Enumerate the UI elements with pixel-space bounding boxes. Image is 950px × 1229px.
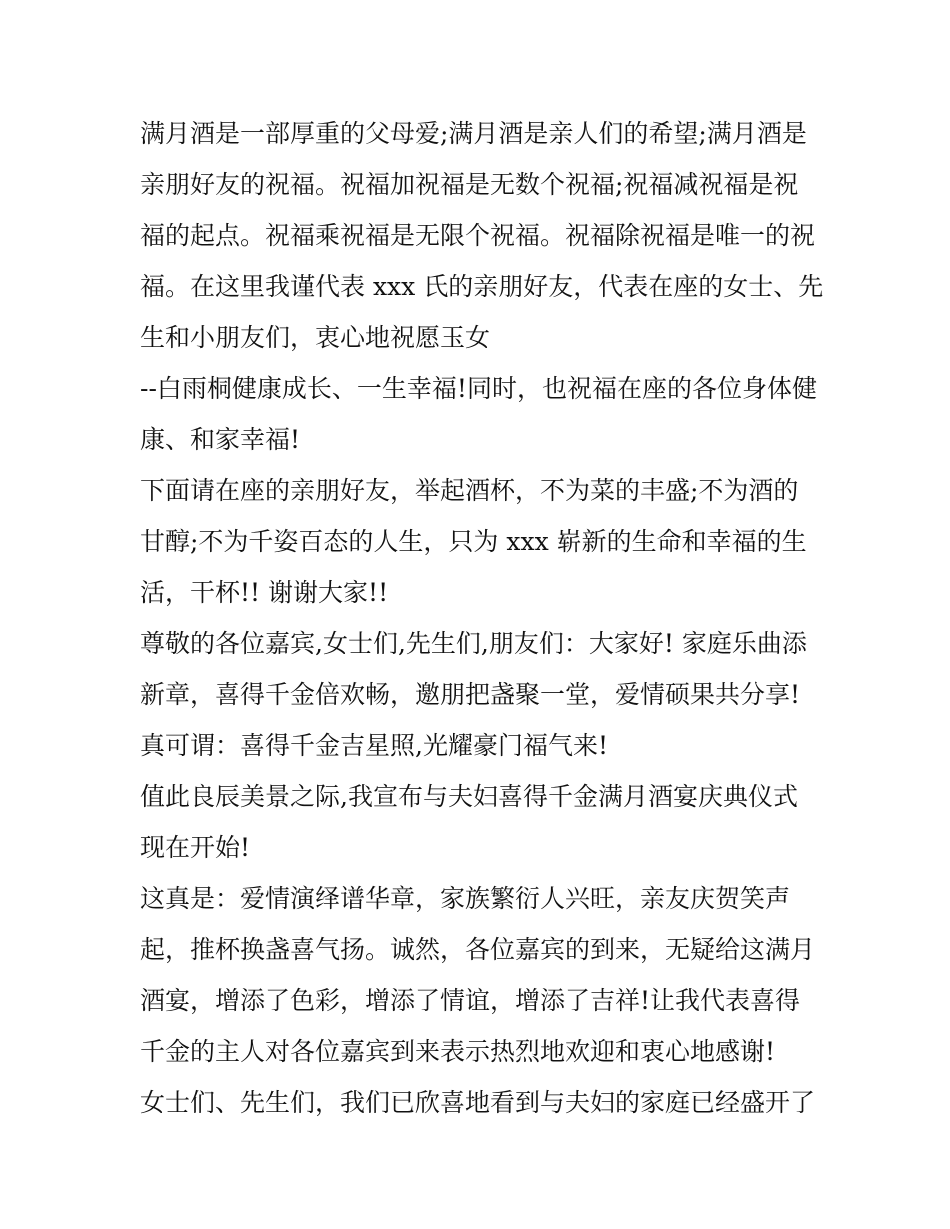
text-line: 这真是：爱情演绎谱华章，家族繁衍人兴旺，亲友庆贺笑声 — [140, 884, 791, 913]
text-line: 值此良辰美景之际,我宣布与夫妇喜得千金满月酒宴庆典仪式 — [140, 782, 798, 811]
text-line: 酒宴，增添了色彩，增添了情谊，增添了吉祥!让我代表喜得 — [140, 986, 801, 1015]
text-line: 康、和家幸福! — [140, 425, 301, 454]
text-line: 甘醇;不为千姿百态的人生，只为 xxx 崭新的生命和幸福的生 — [140, 527, 807, 556]
text-line: 亲朋好友的祝福。祝福加祝福是无数个祝福;祝福减祝福是祝 — [140, 170, 799, 199]
text-line: 千金的主人对各位嘉宾到来表示热烈地欢迎和衷心地感谢! — [140, 1037, 776, 1066]
text-line: --白雨桐健康成长、一生幸福!同时，也祝福在座的各位身体健 — [140, 374, 817, 403]
text-line: 下面请在座的亲朋好友，举起酒杯，不为菜的丰盛;不为酒的 — [140, 476, 799, 505]
text-line: 真可谓：喜得千金吉星照,光耀豪门福气来! — [140, 731, 608, 760]
text-line: 现在开始! — [140, 833, 251, 862]
text-line: 女士们、先生们，我们已欣喜地看到与夫妇的家庭已经盛开了 — [140, 1088, 816, 1117]
document-body — [140, 108, 824, 1128]
text-line: 起，推杯换盏喜气扬。诚然，各位嘉宾的到来，无疑给这满月 — [140, 935, 816, 964]
text-line: 满月酒是一部厚重的父母爱;满月酒是亲人们的希望;满月酒是 — [140, 119, 807, 148]
text-line: 尊敬的各位嘉宾,女士们,先生们,朋友们：大家好! 家庭乐曲添 — [140, 629, 807, 658]
text-line: 生和小朋友们，衷心地祝愿玉女 — [140, 323, 491, 352]
text-line: 福。在这里我谨代表 xxx 氏的亲朋好友，代表在座的女士、先 — [140, 272, 824, 301]
text-line: 新章，喜得千金倍欢畅，邀朋把盏聚一堂，爱情硕果共分享! — [140, 680, 801, 709]
text-line: 福的起点。祝福乘祝福是无限个祝福。祝福除祝福是唯一的祝 — [140, 221, 816, 250]
text-line: 活，干杯!! 谢谢大家!! — [140, 578, 389, 607]
